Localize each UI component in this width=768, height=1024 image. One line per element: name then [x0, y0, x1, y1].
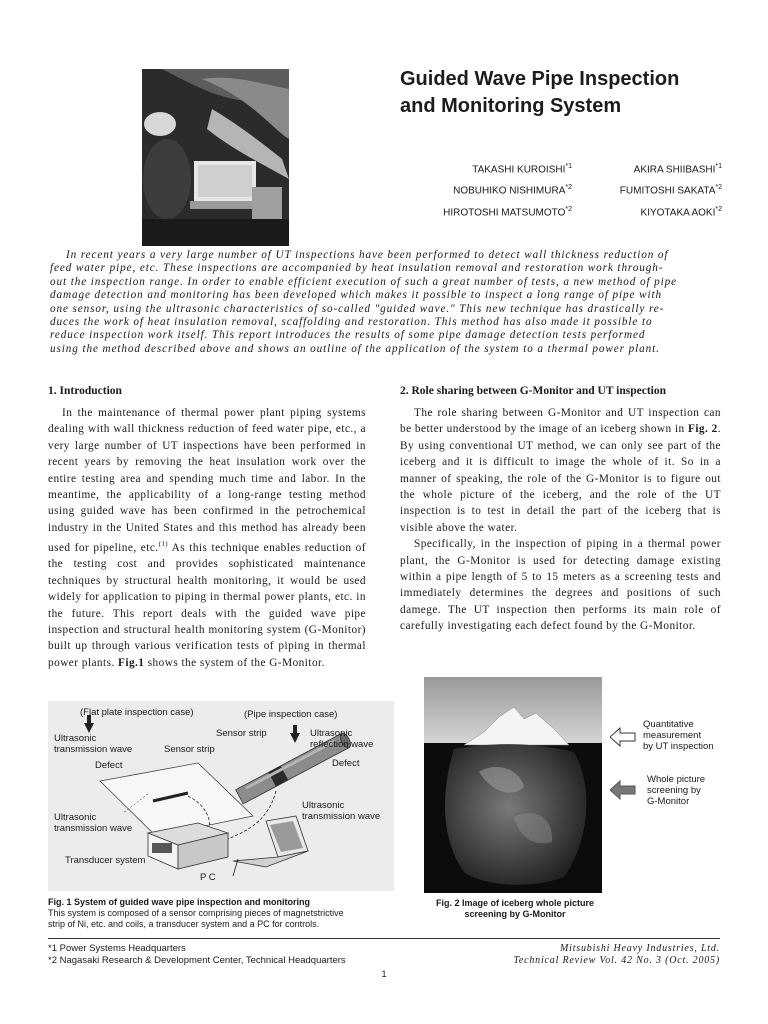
abstract-line: one sensor, using the ultrasonic characteristics of so-called "guided wave." This new technique has drastically re- — [50, 302, 665, 315]
abstract-line: reduce inspection work itself. This report introduces the results of some pipe damage detection tests performed — [50, 329, 646, 342]
transducer-system-label: Transducer system — [65, 855, 146, 866]
abstract-line: using the method described above and shows an outline of the application of the system to a thermal power plant. — [50, 342, 660, 355]
gmonitor-screening-label: Whole picture screening by G-Monitor — [647, 774, 706, 807]
flat-plate-case-label: (Flat plate inspection case) — [80, 707, 194, 718]
fig1-reference: Fig.1 — [118, 656, 145, 669]
footer-rule — [48, 938, 720, 939]
abstract-line: out the inspection range. In order to enable efficient execution of such a great number of tests, a new method of pipe — [50, 275, 678, 288]
page-number: 1 — [381, 969, 387, 980]
abstract-line: duces the work of heat insulation removal, scaffolding and restoration. This method has also made it possible to — [50, 316, 653, 329]
title-line-1: Guided Wave Pipe Inspection — [400, 68, 680, 90]
issue: Technical Review Vol. 42 No. 3 (Oct. 2005) — [513, 955, 720, 966]
ut-measurement-label: Quantitative measurement by UT inspection — [643, 719, 714, 752]
reference-mark: (1) — [158, 540, 169, 549]
author: NOBUHIKO NISHIMURA$^{*2}$ — [453, 184, 572, 197]
iceberg-illustration — [424, 677, 602, 893]
author: KIYOTAKA AOKI$^{*2}$ — [640, 205, 722, 218]
abstract-line: damage detection and monitoring has been developed which makes it possible to inspect a long range of pipe with — [50, 289, 662, 302]
footnote: *1 Power Systems Headquarters — [48, 943, 186, 954]
abstract-line: In recent years a very large number of UT inspections have been performed to detect wall thickness reduction of — [66, 249, 669, 261]
defect-label: Defect — [332, 758, 360, 769]
fig2-iceberg-image — [424, 677, 602, 893]
publisher: Mitsubishi Heavy Industries, Ltd. — [559, 943, 720, 954]
fig1-caption-title: Fig. 1 System of guided wave pipe inspection and monitoring — [48, 897, 311, 907]
footnotes — [48, 943, 346, 967]
fig1-caption — [48, 897, 398, 930]
article-title — [400, 66, 740, 120]
footnote: *2 Nagasaki Research & Development Center, Technical Headquarters — [48, 955, 346, 966]
ut-wave-label: Ultrasonic transmission wave — [302, 800, 381, 822]
ut-wave-label: Ultrasonic transmission wave — [54, 812, 133, 834]
section-2-heading: 2. Role sharing between G-Monitor and UT inspection — [400, 385, 667, 397]
section-2-paragraph: Specifically, in the inspection of piping in a thermal power plant, the G-Monitor is used for detecting damage existing within a pipe length of 5 to 15 meters as a screening tests and immediately determines the degrees and positions of such damege. The UT inspection then performs its main role of carefully investigating each defect found by the G-Monitor. — [400, 538, 721, 633]
inspection-photo-illustration — [142, 69, 289, 246]
sensor-strip-label: Sensor strip — [164, 744, 215, 755]
fig2-reference: Fig. 2 — [687, 423, 718, 436]
fig2-caption: Fig. 2 Image of iceberg whole picture screening by G-Monitor — [435, 898, 595, 919]
gmonitor-arrow-icon — [610, 780, 636, 805]
section-1-heading: 1. Introduction — [48, 385, 122, 397]
authors-right — [580, 158, 722, 222]
title-line-2: and Monitoring System — [400, 95, 622, 117]
author: FUMITOSHI SAKATA$^{*2}$ — [619, 184, 722, 197]
fig1-diagram — [48, 701, 394, 891]
ut-arrow-icon — [610, 727, 636, 752]
fig1-caption-text: strip of Ni, etc. and coils, a transducer system and a PC for controls. — [48, 919, 320, 929]
authors-left — [400, 158, 572, 222]
author: HIROTOSHI MATSUMOTO$^{*2}$ — [443, 205, 572, 218]
author: TAKASHI KUROISHI$^{*1}$ — [472, 163, 572, 176]
section-1-body — [48, 405, 366, 671]
fig1-caption-text: This system is composed of a sensor comprising pieces of magnetstrictive — [48, 908, 344, 918]
section-2-paragraph: The role sharing between G-Monitor and UT inspection can be better understood by the image of an iceberg shown in Fig. 2. By using conventional UT method, we can only see part of the iceberg and it is difficult to image the whole of it. So in a manner of speaking, the role of the G-Monitor is to figure out the whole picture of the iceberg, and the role of the UT inspection is to test in detail the part of the iceberg that is visible above the water. — [400, 407, 721, 534]
defect-label: Defect — [95, 760, 123, 771]
pipe-case-label: (Pipe inspection case) — [244, 709, 338, 720]
pc-label: P C — [200, 872, 216, 883]
header-photo — [142, 69, 289, 246]
abstract-line: feed water pipe, etc. These inspections are accompanied by heat insulation removal and restoration work through- — [50, 262, 664, 275]
arrow-down-icon — [84, 723, 94, 733]
section-1-paragraph: In the maintenance of thermal power plant piping systems dealing with wall thickness reduction of feed water pipe, etc., a very large number of UT inspections have been performed in recent years by removing the heat insulation work over the entire testing area and spending much time and labor. In the meantime, the applicability of a long-range testing method using guided wave has been confirmed in the petrochemical industry in the United States and this method has already been used for pipeline, etc.$^{(1)}$ As this technique enables reduction of the testing cost and provides sophisticated maintenance techniques by structural health monitoring, it would be used widely for application to piping in thermal power plants, etc. in the future. This report deals with the guided wave pipe inspection and structural health monitoring system (G-Monitor) built up through various verification tests of piping in thermal power plants. Fig.1 shows the system of the G-Monitor. — [48, 407, 366, 669]
section-2-body — [400, 405, 721, 635]
author: AKIRA SHIIBASHI$^{*1}$ — [633, 163, 722, 176]
journal-info — [480, 943, 720, 967]
ut-wave-label: Ultrasonic transmission wave — [54, 733, 133, 755]
reflection-wave-label: Ultrasonic reflection wave — [310, 728, 374, 750]
sensor-strip-label: Sensor strip — [216, 728, 267, 739]
arrow-down-icon — [290, 733, 300, 743]
abstract — [50, 249, 720, 356]
